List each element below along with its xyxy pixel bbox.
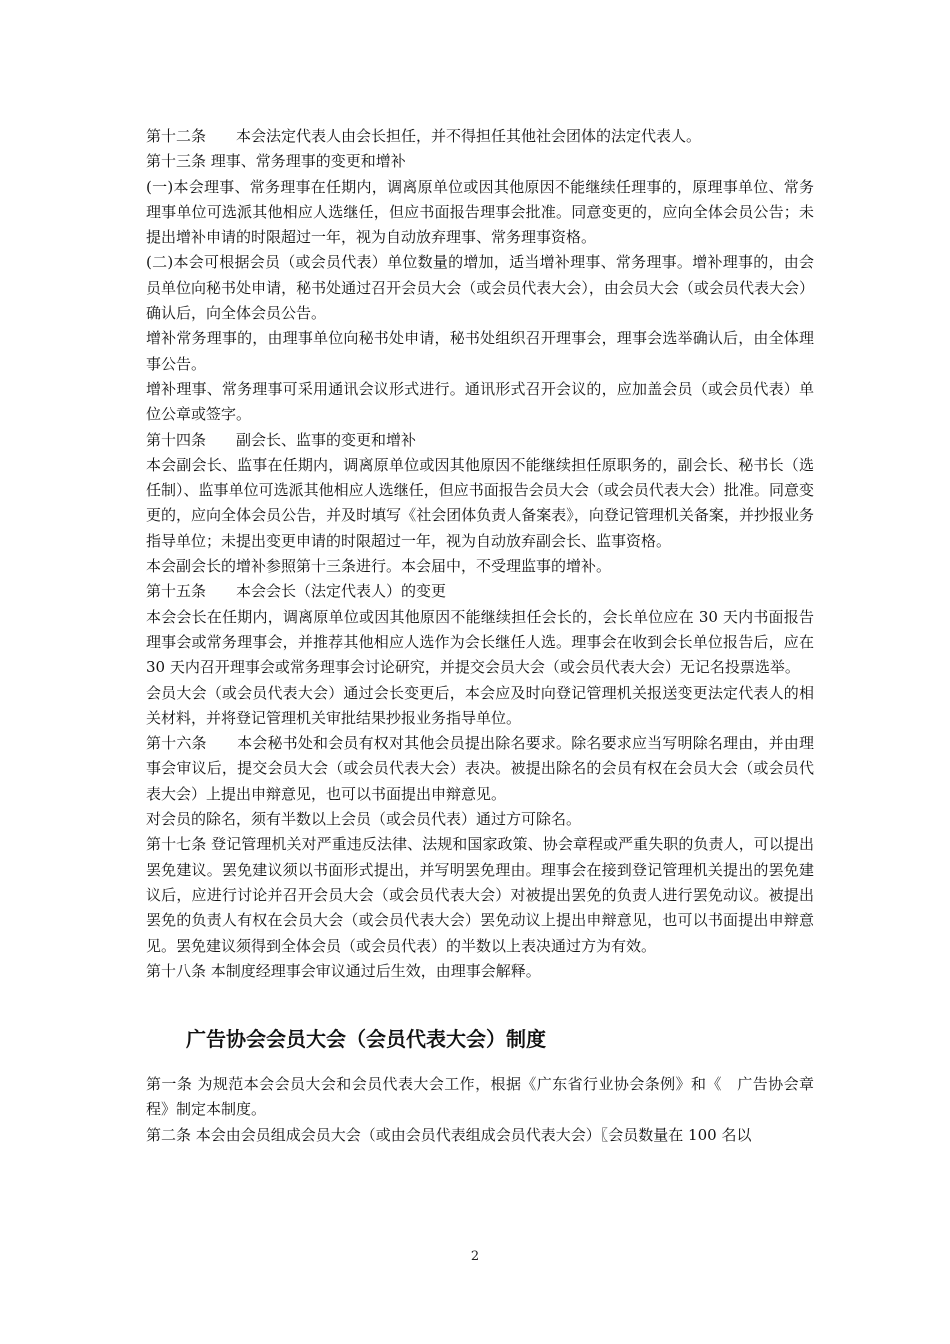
assembly-articles — [146, 1072, 814, 1148]
paragraph: 增补常务理事的，由理事单位向秘书处申请，秘书处组织召开理事会，理事会选举确认后，由全体理事公告。 — [146, 329, 814, 373]
paragraph: 第十三条 理事、常务理事的变更和增补 — [146, 152, 406, 171]
paragraph: 第十五条 本会会长（法定代表人）的变更 — [146, 582, 447, 601]
section-spacer — [146, 984, 814, 1024]
paragraph: 第二条 本会由会员组成会员大会（或由会员代表组成会员代表大会）〖会员数量在 100 名以 — [146, 1125, 752, 1144]
paragraph: 第十二条 本会法定代表人由会长担任，并不得担任其他社会团体的法定代表人。 — [146, 127, 702, 145]
paragraph: 第十八条 本制度经理事会审议通过后生效，由理事会解释。 — [146, 961, 541, 980]
paragraph: 本会副会长、监事在任期内，调离原单位或因其他原因不能继续担任原职务的，副会长、秘书长（选任制）、监事单位可选派其他相应人选继任，但应书面报告会员大会（或会员代表大会）批准。同意变更的，应向全体会员公告，并及时填写《社会团体负责人备案表》，向登记管理机关备案，并抄报业务指导单位；未提出变更申请的时限超过一年，视为自动放弃副会长、监事资格。 — [146, 455, 814, 550]
paragraph: 会员大会（或会员代表大会）通过会长变更后，本会应及时向登记管理机关报送变更法定代表人的相关材料，并将登记管理机关审批结果抄报业务指导单位。 — [146, 683, 814, 727]
paragraph: 第一条 为规范本会会员大会和会员代表大会工作，根据《广东省行业协会条例》和《 广告协会章程》制定本制度。 — [146, 1075, 814, 1119]
paragraph: 第十四条 副会长、监事的变更和增补 — [146, 430, 417, 449]
paragraph: 第十七条 登记管理机关对严重违反法律、法规和国家政策、协会章程或严重失职的负责人，可以提出罢免建议。罢免建议须以书面形式提出，并写明罢免理由。理事会在接到登记管理机关提出的罢免建议后，应进行讨论并召开会员大会（或会员代表大会）对被提出罢免的负责人进行罢免动议。被提出罢免的负责人有权在会员大会（或会员代表大会）罢免动议上提出申辩意见，也可以书面提出申辩意见。罢免建议须得到全体会员（或会员代表）的半数以上表决通过方为有效。 — [146, 835, 814, 955]
regulation-articles — [146, 124, 814, 984]
document-body — [146, 124, 814, 1148]
paragraph: 第十六条 本会秘书处和会员有权对其他会员提出除名要求。除名要求应当写明除名理由，并由理事会审议后，提交会员大会（或会员代表大会）表决。被提出除名的会员有权在会员大会（或会员代表大会）上提出申辩意见，也可以书面提出申辩意见。 — [146, 734, 814, 803]
section-title: 广告协会会员大会（会员代表大会）制度 — [186, 1027, 546, 1052]
paragraph: (二)本会可根据会员（或会员代表）单位数量的增加，适当增补理事、常务理事。增补理事的，由会员单位向秘书处申请，秘书处通过召开会员大会（或会员代表大会），由会员大会（或会员代表大会）确认后，向全体会员公告。 — [146, 253, 814, 323]
paragraph: 对会员的除名，须有半数以上会员（或会员代表）通过方可除名。 — [146, 810, 582, 829]
paragraph: 本会会长在任期内，调离原单位或因其他原因不能继续担任会长的，会长单位应在 30 天内书面报告理事会或常务理事会，并推荐其他相应人选作为会长继任人选。理事会在收到会长单位报告后，应在 30 天内召开理事会或常务理事会讨论研究，并提交会员大会（或会员代表大会）无记名投票选举。 — [146, 607, 814, 677]
page-number: 2 — [470, 1249, 480, 1264]
paragraph: 本会副会长的增补参照第十三条进行。本会届中，不受理监事的增补。 — [146, 557, 612, 576]
paragraph: 增补理事、常务理事可采用通讯会议形式进行。通讯形式召开会议的，应加盖会员（或会员代表）单位公章或签字。 — [146, 379, 814, 424]
paragraph: (一)本会理事、常务理事在任期内，调离原单位或因其他原因不能继续任理事的，原理事单位、常务理事单位可选派其他相应人选继任，但应书面报告理事会批准。同意变更的，应向全体会员公告；未提出增补申请的时限超过一年，视为自动放弃理事、常务理事资格。 — [146, 177, 814, 247]
